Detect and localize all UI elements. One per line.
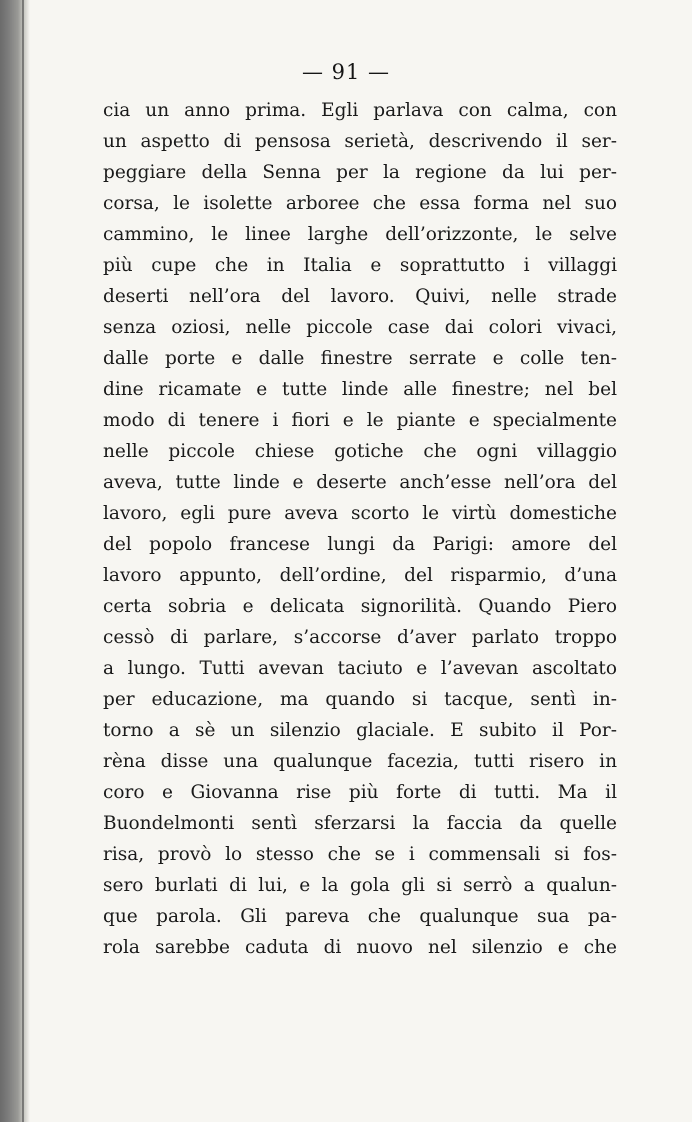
- text-line: dalle porte e dalle finestre serrate e colle ten-: [103, 348, 617, 369]
- text-line: lavoro, egli pure aveva scorto le virtù domestiche: [103, 503, 617, 524]
- text-line: corsa, le isolette arboree che essa forma nel suo: [103, 193, 617, 214]
- page-number: — 91 —: [301, 60, 391, 84]
- text-line: cammino, le linee larghe dell’orizzonte, le selve: [103, 224, 617, 245]
- text-line: certa sobria e delicata signorilità. Quando Piero: [103, 596, 617, 617]
- text-line: lavoro appunto, dell’ordine, del risparmio, d’una: [103, 565, 617, 586]
- body-text: [103, 95, 617, 963]
- text-line: sero burlati di lui, e la gola gli si serrò a qualun-: [103, 875, 617, 896]
- text-line: rèna disse una qualunque facezia, tutti risero in: [103, 751, 617, 772]
- text-line: più cupe che in Italia e soprattutto i villaggi: [103, 255, 617, 276]
- text-line: un aspetto di pensosa serietà, descrivendo il ser-: [103, 131, 617, 152]
- text-line: coro e Giovanna rise più forte di tutti. Ma il: [103, 782, 617, 803]
- text-line: Buondelmonti sentì sferzarsi la faccia da quelle: [103, 813, 617, 834]
- text-line: risa, provò lo stesso che se i commensali si fos-: [103, 844, 617, 865]
- text-line: torno a sè un silenzio glaciale. E subito il Por-: [103, 720, 617, 741]
- text-line: que parola. Gli pareva che qualunque sua pa-: [103, 906, 617, 927]
- text-line: cessò di parlare, s’accorse d’aver parlato troppo: [103, 627, 617, 648]
- text-line: a lungo. Tutti avevan taciuto e l’avevan ascoltato: [103, 658, 617, 679]
- text-line: nelle piccole chiese gotiche che ogni villaggio: [103, 441, 617, 462]
- text-line: peggiare della Senna per la regione da lui per-: [103, 162, 617, 183]
- text-line: dine ricamate e tutte linde alle finestre; nel bel: [103, 379, 617, 400]
- text-line: rola sarebbe caduta di nuovo nel silenzio e che: [103, 937, 617, 958]
- text-line: del popolo francese lungi da Parigi: amore del: [103, 534, 617, 555]
- book-spine-edge: [22, 0, 24, 1122]
- text-line: senza oziosi, nelle piccole case dai colori vivaci,: [103, 317, 617, 338]
- text-line: cia un anno prima. Egli parlava con calma, con: [103, 100, 617, 121]
- text-line: deserti nell’ora del lavoro. Quivi, nelle strade: [103, 286, 617, 307]
- text-line: modo di tenere i fiori e le piante e specialmente: [103, 410, 617, 431]
- text-line: per educazione, ma quando si tacque, sentì in-: [103, 689, 617, 710]
- text-line: aveva, tutte linde e deserte anch’esse nell’ora del: [103, 472, 617, 493]
- book-spine-shadow: [0, 0, 30, 1122]
